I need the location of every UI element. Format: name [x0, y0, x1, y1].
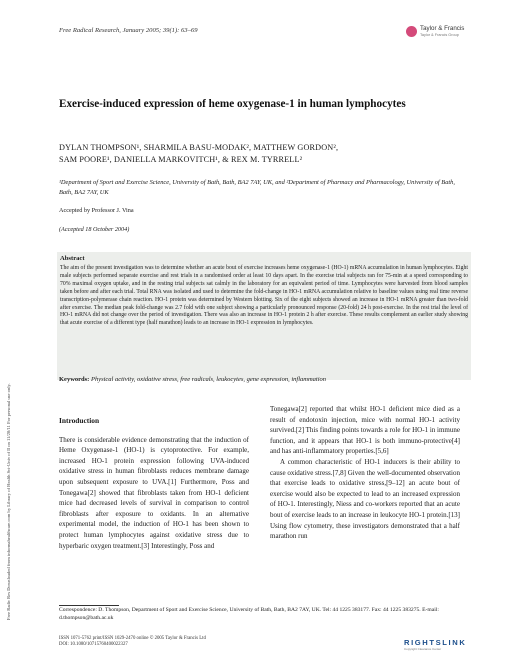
intro-paragraph-1: There is considerable evidence demonstrating that the induction of Heme Oxygenase-1 (HO-1) is cytoprotective. For example, increased HO-1 protein expression following UVA-induced oxidative stress in human fibroblasts reduces membrane damage upon subsequent exposure to UVA.[1] Furthermore, Poss and Tonegawa[2] showed that fibroblasts taken from HO-1 deficient mice had decreased levels of survival in comparison to control fibroblasts after exposure to oxidants. In an alternative experimental model, the induction of HO-1 has been shown to protect human lymphocytes against oxidative stress due to hyperbaric oxygen treatment.[3] Interestingly, Poss and	[59, 435, 249, 550]
abstract-box	[57, 252, 471, 380]
keywords-label: Keywords:	[59, 376, 90, 383]
authors-line-1: DYLAN THOMPSON¹, SHARMILA BASU-MODAK², MATTHEW GORDON²,	[59, 143, 339, 152]
authors-line-2: SAM POORE¹, DANIELLA MARKOVITCH¹, & REX M. TYRRELL²	[59, 155, 303, 164]
keywords-text: Physical activity, oxidative stress, free radicals, leukocytes, gene expression, inflammation	[90, 376, 326, 383]
correspondence-footnote: Correspondence: D. Thompson, Department of Sport and Exercise Science, University of Bath, Bath, BA2 7AY, UK. Tel: 44 1225 383177. Fax: 44 1225 383275. E-mail: d.thompson@bath.ac.uk	[59, 607, 439, 621]
accepted-date: (Accepted 18 October 2004)	[59, 226, 130, 233]
body-right-column	[270, 404, 460, 542]
accepted-by: Accepted by Professor J. Vina	[59, 207, 134, 214]
article-title: Exercise-induced expression of heme oxygenase-1 in human lymphocytes	[59, 98, 406, 110]
publisher-subtitle: Taylor & Francis Group	[420, 33, 459, 37]
intro-paragraph-1-continued: Tonegawa[2] reported that whilst HO-1 deficient mice died as a result of endotoxin injection, mice with normal HO-1 activity survived.[2] This finding points towards a role for HO-1 in immune function, and it appears that HO-1 is both immuno-protective[4] and has anti-inflammatory properties.[5,6]	[270, 405, 460, 456]
publisher-logo-icon	[406, 26, 417, 37]
download-watermark	[2, 200, 24, 620]
body-left-column	[59, 416, 249, 551]
abstract-text: The aim of the present investigation was to determine whether an acute bout of exercise increases heme oxygenase-1 (HO-1) mRNA accumulation in human lymphocytes. Eight male subjects performed separate exercise and rest trials in a randomised order at least 10 days apart. In the exercise trial subjects ran for 75-min at a speed corresponding to 70% maximal oxygen uptake, and in the resting trial subjects sat calmly in the laboratory for an equivalent period of time. Lymphocytes were harvested from blood samples taken before and after each trial. Total RNA was isolated and used to determine the fold-change in HO-1 mRNA accumulation relative to baseline values using real time reverse transcription-polymerase chain reaction. HO-1 protein was determined by Western blotting. Six of the eight subjects showed an increase in HO-1 mRNA greater than two-fold after exercise. The median peak fold-change was 2.7 fold with one subject showing a particularly pronounced response (20-fold) 24 h post-exercise. In the rest trial the level of HO-1 mRNA did not change over the period of investigation. There was also an increase in HO-1 protein 2 h after exercise. These results complement an earlier study showing that acute exercise of a different type (half marathon) leads to an increase in HO-1 expression in lymphocytes.	[60, 265, 468, 327]
issn-line: ISSN 1071-5762 print/ISSN 1029-2470 online © 2005 Taylor & Francis Ltd	[59, 636, 206, 641]
issn-block	[59, 636, 359, 649]
rightslink-label: RIGHTSLINK	[404, 638, 467, 647]
publisher-logo	[406, 24, 466, 40]
introduction-heading: Introduction	[59, 416, 100, 425]
rightslink-logo[interactable]	[404, 638, 474, 652]
affiliations: ¹Department of Sport and Exercise Science, University of Bath, Bath, BA2 7AY, UK, and ²Department of Pharmacy and Pharmacology, University of Bath, Bath, BA2 7AY, UK	[59, 179, 455, 196]
journal-citation: Free Radical Research, January 2005; 39(1): 63–69	[59, 27, 198, 34]
doi-line: DOI: 10.1080/10715760400022327	[59, 642, 128, 648]
keywords	[59, 376, 469, 383]
download-note-text: Free Radic Res Downloaded from informahealthcare.com by Library of Health Sci-Univ of Il on 11/28/11 For personal use only.	[6, 383, 11, 620]
footnote-divider	[59, 605, 119, 606]
publisher-name: Taylor & Francis	[420, 25, 465, 32]
rightslink-subtitle: Copyright Clearance Center	[404, 647, 442, 651]
abstract-heading: Abstract	[60, 255, 85, 262]
author-list	[59, 142, 469, 166]
intro-paragraph-2: A common characteristic of HO-1 inducers is their ability to cause oxidative stress.[7,8] Given the well-documented observation that exercise leads to oxidative stress,[9–12] an acute bout of exercise would also be expected to lead to an increased expression of HO-1. Interestingly, Niess and co-workers reported that an acute bout of exercise leads to an increase in leukocyte HO-1 protein.[13] Using flow cytometry, these investigators demonstrated that a half marathon run	[270, 457, 460, 541]
